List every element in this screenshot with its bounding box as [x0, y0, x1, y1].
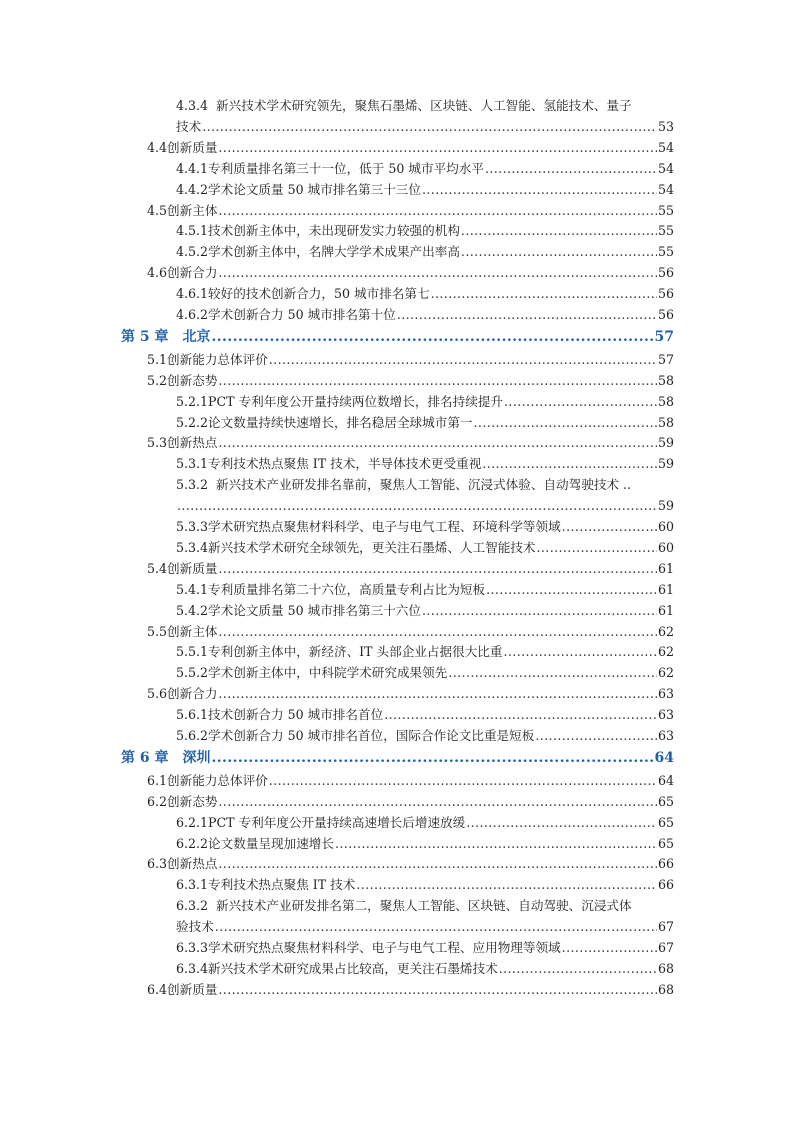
toc-page-number: 65 [657, 814, 674, 830]
toc-entry-title: 技术创新合力 50 城市排名首位 [208, 707, 384, 723]
toc-entry-continuation[interactable] [176, 498, 674, 514]
toc-dot-leader [461, 223, 657, 239]
toc-entry[interactable] [176, 415, 674, 431]
toc-page-number: 55 [657, 244, 674, 260]
toc-entry[interactable] [147, 773, 674, 789]
toc-entry[interactable] [147, 352, 674, 368]
toc-dot-leader [474, 415, 657, 431]
toc-dot-leader [562, 519, 657, 535]
toc-dot-leader [218, 624, 657, 640]
toc-dot-leader [422, 603, 657, 619]
toc-entry-number: 4.4.2 [176, 181, 209, 197]
toc-dot-leader [485, 161, 657, 177]
toc-entry[interactable] [176, 307, 674, 323]
toc-entry[interactable] [176, 477, 674, 493]
toc-page-number: 60 [657, 539, 674, 555]
toc-entry-number: 5.3.1 [176, 456, 209, 472]
toc-page-number: 61 [657, 560, 674, 576]
toc-entry[interactable] [147, 435, 674, 451]
toc-chapter-entry[interactable] [121, 749, 674, 767]
toc-entry-number: 5.6 [147, 686, 168, 702]
toc-dot-leader [461, 244, 657, 260]
toc-entry-number: 5.6.2 [176, 728, 209, 743]
toc-entry-title: 创新主体 [167, 202, 218, 218]
toc-entry-number: 5.2.2 [176, 414, 209, 430]
toc-entry-title: 新兴技术学术研究全球领先，更关注石墨烯、人工智能技术 [208, 539, 536, 555]
toc-page-number: 67 [657, 919, 674, 935]
toc-page-number: 61 [657, 581, 674, 597]
toc-dot-leader [562, 940, 657, 956]
toc-entry-number: 第 5 章 [121, 328, 169, 345]
toc-entry-title: 创新主体 [167, 623, 218, 639]
toc-entry[interactable] [176, 877, 674, 893]
toc-entry-title: 北京 [182, 328, 211, 345]
toc-entry-title: 专利技术热点聚焦 IT 技术 [208, 877, 356, 893]
toc-dot-leader [335, 836, 657, 852]
toc-page-number: 54 [657, 139, 674, 155]
toc-entry[interactable] [176, 394, 674, 410]
toc-entry-title: 专利技术热点聚焦 IT 技术，半导体技术更受重视 [208, 456, 482, 472]
toc-dot-leader [177, 498, 657, 514]
toc-dot-leader [499, 961, 657, 977]
toc-dot-leader [431, 286, 657, 302]
toc-entry[interactable] [147, 140, 674, 156]
toc-entry-title: 创新热点 [167, 856, 218, 872]
toc-page-number: 66 [657, 877, 674, 893]
toc-entry-number: 5.1 [147, 351, 168, 367]
toc-entry-number: 5.5.2 [176, 665, 209, 681]
toc-dot-leader [215, 919, 657, 935]
toc-entry[interactable] [176, 244, 674, 260]
toc-page-number: 64 [657, 772, 674, 788]
toc-entry[interactable] [176, 707, 674, 723]
toc-entry-title: 学术创新主体中，名牌大学学术成果产出率高 [208, 244, 460, 260]
toc-entry-title: PCT 专利年度公开量持续两位数增长，排名持续提升 [208, 393, 504, 409]
toc-entry-title: 较好的技术创新合力，50 城市排名第七 [208, 286, 430, 302]
toc-entry-title: 学术研究热点聚焦材料科学、电子与电气工程、应用物理等领域 [208, 940, 561, 955]
toc-page-number: 65 [657, 835, 674, 851]
toc-entry-number: 4.4 [147, 139, 168, 155]
toc-entry-title: 学术论文质量 50 城市排名第三十六位 [208, 602, 421, 618]
toc-entry-title: 创新质量 [167, 981, 218, 997]
toc-dot-leader [535, 728, 657, 744]
toc-entry-title: 新兴技术产业研发排名靠前，聚焦人工智能、沉浸式体验、自动驾驶技术 .. [216, 477, 632, 493]
toc-entry[interactable] [176, 540, 674, 556]
toc-entry[interactable] [176, 836, 674, 852]
toc-dot-leader [212, 328, 654, 346]
toc-page-number: 59 [657, 435, 674, 451]
toc-dot-leader [504, 644, 657, 660]
toc-entry-title: 技术创新主体中，未出现研发实力较强的机构 [208, 223, 460, 239]
toc-entry[interactable] [176, 940, 674, 956]
toc-dot-leader [448, 665, 657, 681]
toc-entry-title: 论文数量持续快速增长，排名稳居全球城市第一 [208, 414, 473, 430]
toc-entry-number: 6.1 [147, 772, 168, 788]
toc-entry-number: 5.4 [147, 560, 168, 576]
toc-dot-leader [486, 582, 657, 598]
toc-entry-number: 4.6.1 [176, 286, 209, 302]
toc-entry-number: 5.3.2 [176, 477, 209, 493]
toc-entry-number: 6.3.1 [176, 877, 209, 893]
toc-entry[interactable] [176, 456, 674, 472]
toc-entry-number: 6.2.1 [176, 814, 209, 830]
toc-entry-title: 新兴技术学术研究成果占比较高，更关注石墨烯技术 [208, 960, 498, 976]
toc-entry-number: 4.6 [147, 265, 168, 281]
toc-dot-leader [218, 265, 657, 281]
toc-entry-title: 创新合力 [167, 686, 218, 702]
toc-page-number: 62 [657, 665, 674, 681]
toc-page-number: 63 [657, 707, 674, 723]
toc-page-number: 56 [657, 286, 674, 302]
toc-entry[interactable] [176, 161, 674, 177]
toc-page-number: 54 [657, 181, 674, 197]
toc-entry-title: 创新质量 [167, 560, 218, 576]
toc-entry-number: 4.5.1 [176, 223, 209, 239]
toc-entry-number: 5.6.1 [176, 707, 209, 723]
toc-entry-number: 4.5 [147, 202, 168, 218]
toc-page-number: 59 [657, 456, 674, 472]
toc-entry[interactable] [147, 624, 674, 640]
toc-dot-leader [269, 773, 657, 789]
toc-entry[interactable] [176, 519, 674, 535]
toc-entry-continuation[interactable] [176, 919, 674, 935]
toc-entry-title: 专利质量排名第三十一位，低于 50 城市平均水平 [208, 160, 484, 176]
toc-entry-title: 创新能力总体评价 [167, 351, 268, 367]
toc-entry[interactable] [176, 582, 674, 598]
toc-page-number: 66 [657, 856, 674, 872]
toc-dot-leader [384, 707, 657, 723]
toc-entry-number: 6.4 [147, 981, 168, 997]
toc-entry-number: 6.2.2 [176, 835, 209, 851]
toc-page-number: 53 [657, 118, 674, 134]
toc-entry-title-continued: 技术 [176, 118, 202, 134]
toc-dot-leader [212, 749, 654, 767]
toc-entry-title: 新兴技术产业研发排名第二，聚焦人工智能、区块链、自动驾驶、沉浸式体 [216, 898, 632, 914]
toc-entry-title: 专利创新主体中，新经济、IT 头部企业占据很大比重 [208, 644, 503, 660]
toc-entry[interactable] [147, 856, 674, 872]
toc-entry-number: 6.3.4 [176, 960, 209, 976]
toc-entry[interactable] [176, 98, 674, 114]
toc-entry-number: 5.2.1 [176, 393, 209, 409]
toc-entry-number: 6.3.3 [176, 940, 209, 955]
toc-dot-leader [536, 540, 656, 556]
toc-entry-title: 学术研究热点聚焦材料科学、电子与电气工程、环境科学等领域 [208, 519, 561, 534]
toc-dot-leader [218, 856, 657, 872]
toc-entry-title: 创新合力 [167, 265, 218, 281]
toc-entry[interactable] [176, 665, 674, 681]
toc-entry-number: 5.3 [147, 435, 168, 451]
toc-page-number: 56 [657, 265, 674, 281]
toc-entry-number: 6.3 [147, 856, 168, 872]
toc-page-number: 63 [657, 728, 674, 743]
toc-dot-leader [218, 686, 657, 702]
toc-entry-continuation[interactable] [176, 119, 674, 135]
toc-entry-title: PCT 专利年度公开量持续高速增长后增速放缓 [208, 814, 466, 830]
toc-entry-title: 专利质量排名第二十六位，高质量专利占比为短板 [208, 581, 486, 597]
toc-page-number: 55 [657, 223, 674, 239]
toc-entry-number: 6.3.2 [176, 898, 209, 914]
toc-entry-title: 学术创新主体中，中科院学术研究成果领先 [208, 665, 448, 681]
toc-entry-title: 创新热点 [167, 435, 218, 451]
toc-entry-number: 4.6.2 [176, 307, 209, 322]
toc-entry-title-continued: 验技术 [176, 919, 214, 935]
toc-entry-number: 5.4.2 [176, 602, 209, 618]
toc-dot-leader [202, 119, 657, 135]
toc-page-number: 60 [657, 519, 674, 534]
toc-entry-number: 4.4.1 [176, 160, 209, 176]
toc-entry-number: 5.5 [147, 623, 168, 639]
toc-entry-title: 新兴技术学术研究领先，聚焦石墨烯、区块链、人工智能、氢能技术、量子 [216, 98, 632, 113]
toc-entry[interactable] [176, 728, 674, 744]
toc-entry[interactable] [176, 182, 674, 198]
toc-dot-leader [218, 140, 657, 156]
toc-dot-leader [218, 561, 657, 577]
toc-entry[interactable] [147, 686, 674, 702]
toc-entry-number: 4.3.4 [176, 98, 209, 113]
toc-entry-title: 学术创新合力 50 城市排名第十位 [208, 307, 396, 322]
toc-page-number: 59 [657, 498, 674, 514]
toc-entry[interactable] [147, 794, 674, 810]
toc-entry-title: 创新态势 [167, 793, 218, 809]
toc-dot-leader [482, 456, 657, 472]
toc-entry[interactable] [176, 286, 674, 302]
toc-entry-title: 学术论文质量 50 城市排名第三十三位 [208, 181, 421, 197]
toc-dot-leader [397, 307, 657, 323]
toc-entry-title: 创新能力总体评价 [167, 772, 268, 788]
toc-entry-number: 5.5.1 [176, 644, 209, 660]
toc-entry-number: 6.2 [147, 793, 168, 809]
toc-page-number: 58 [657, 372, 674, 388]
toc-entry-number: 5.4.1 [176, 581, 209, 597]
toc-page-number: 68 [657, 960, 674, 976]
toc-page-number: 55 [657, 202, 674, 218]
toc-page-number: 62 [657, 644, 674, 660]
toc-dot-leader [218, 982, 657, 998]
toc-dot-leader [504, 394, 657, 410]
toc-entry[interactable] [176, 603, 674, 619]
toc-entry-number: 4.5.2 [176, 244, 209, 260]
toc-entry-title: 深圳 [182, 749, 211, 766]
toc-page-number: 65 [657, 793, 674, 809]
toc-entry-title: 创新态势 [167, 372, 218, 388]
toc-page-number: 64 [654, 749, 674, 766]
toc-dot-leader [422, 182, 657, 198]
toc-page-number: 57 [654, 328, 674, 345]
toc-entry[interactable] [147, 203, 674, 219]
toc-dot-leader [218, 373, 657, 389]
toc-dot-leader [218, 435, 657, 451]
toc-dot-leader [356, 877, 657, 893]
toc-entry-title: 论文数量呈现加速增长 [208, 835, 334, 851]
toc-dot-leader [466, 815, 657, 831]
toc-entry[interactable] [176, 961, 674, 977]
toc-entry-number: 5.3.4 [176, 539, 209, 555]
toc-entry-title: 学术创新合力 50 城市排名首位，国际合作论文比重是短板 [208, 728, 535, 743]
toc-entry-number: 5.3.3 [176, 519, 209, 534]
toc-page-number: 62 [657, 623, 674, 639]
toc-dot-leader [218, 203, 657, 219]
toc-page-number: 58 [657, 393, 674, 409]
toc-entry-title: 创新质量 [167, 139, 218, 155]
toc-entry[interactable] [147, 265, 674, 281]
toc-page-number: 58 [657, 414, 674, 430]
toc-entry[interactable] [176, 898, 674, 914]
toc-entry[interactable] [147, 982, 674, 998]
toc-page-number: 61 [657, 602, 674, 618]
toc-entry-number: 5.2 [147, 372, 168, 388]
toc-entry[interactable] [176, 223, 674, 239]
toc-page-number: 67 [657, 940, 674, 955]
toc-chapter-entry[interactable] [121, 328, 674, 346]
toc-entry[interactable] [147, 561, 674, 577]
toc-page-number: 63 [657, 686, 674, 702]
toc-entry[interactable] [147, 373, 674, 389]
toc-entry-number: 第 6 章 [121, 749, 169, 766]
toc-page-number: 54 [657, 160, 674, 176]
toc-page-number: 57 [657, 351, 674, 367]
toc-dot-leader [269, 352, 657, 368]
toc-page-number: 56 [657, 307, 674, 322]
toc-dot-leader [218, 794, 657, 810]
toc-entry[interactable] [176, 644, 674, 660]
toc-page-number: 68 [657, 981, 674, 997]
toc-entry[interactable] [176, 815, 674, 831]
